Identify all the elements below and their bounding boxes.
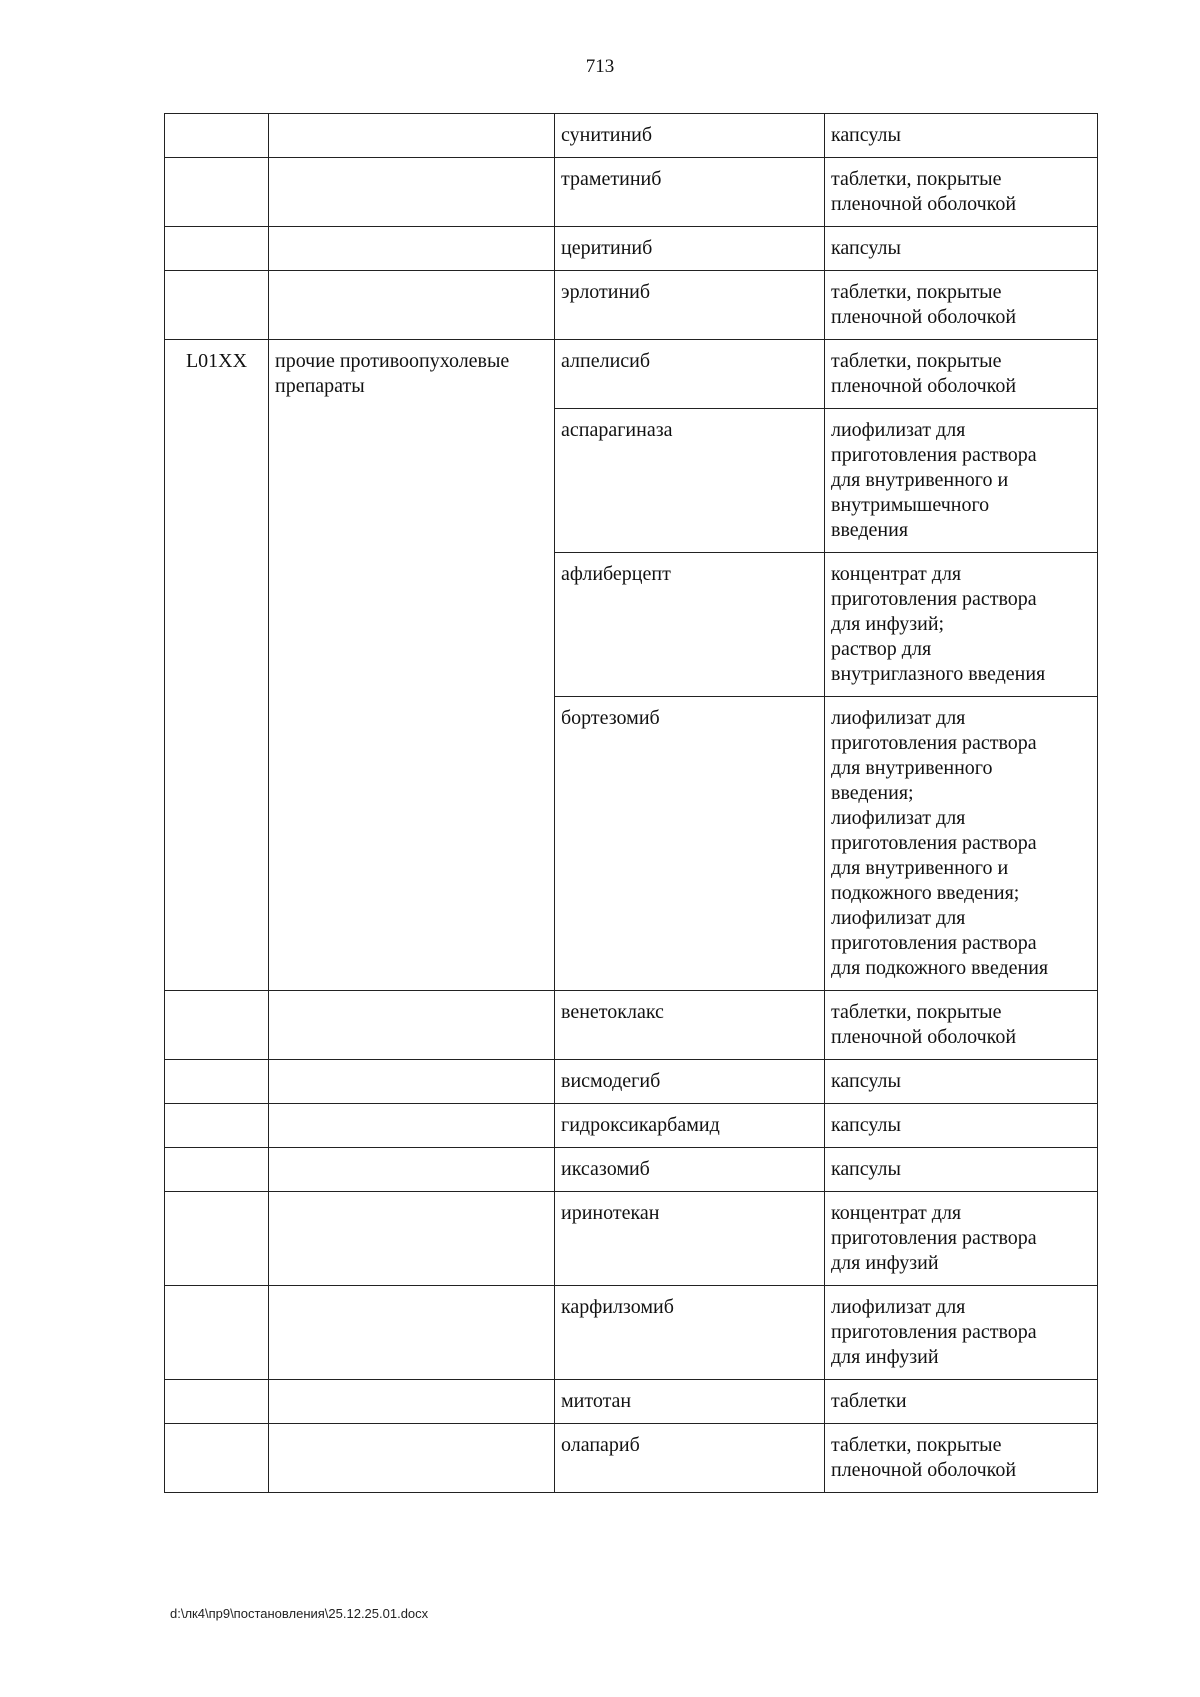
dosage-form-cell: таблетки, покрытые пленочной оболочкой (825, 271, 1098, 340)
table-row (165, 1380, 1098, 1424)
group-name-cell (269, 1424, 555, 1493)
group-name-cell (269, 1060, 555, 1104)
atc-code-cell (165, 271, 269, 340)
group-name-cell (269, 1192, 555, 1286)
atc-code-cell (165, 1148, 269, 1192)
dosage-form-cell: лиофилизат для приготовления раствора для внутривенного и внутримышечного введения (825, 409, 1098, 553)
drug-name-cell: траметиниб (555, 158, 825, 227)
group-name-cell: прочие противоопухолевые препараты (269, 340, 555, 991)
drug-name-cell: церитиниб (555, 227, 825, 271)
group-name-cell (269, 114, 555, 158)
drug-name-cell: афлиберцепт (555, 553, 825, 697)
table-row (165, 1104, 1098, 1148)
drug-name-cell: карфилзомиб (555, 1286, 825, 1380)
dosage-form-cell: лиофилизат для приготовления раствора для внутривенного введения; лиофилизат для приготовления раствора для внутривенного и подкожного введения; лиофилизат для приготовления раствора для подкожного введения (825, 697, 1098, 991)
group-name-cell (269, 1380, 555, 1424)
atc-code-cell (165, 1060, 269, 1104)
group-name-cell (269, 271, 555, 340)
dosage-form-cell: капсулы (825, 114, 1098, 158)
dosage-form-cell: таблетки (825, 1380, 1098, 1424)
drug-name-cell: иксазомиб (555, 1148, 825, 1192)
drug-name-cell: алпелисиб (555, 340, 825, 409)
atc-code-cell (165, 1104, 269, 1148)
atc-code-cell (165, 114, 269, 158)
dosage-form-cell: концентрат для приготовления раствора для инфузий (825, 1192, 1098, 1286)
table-row (165, 1286, 1098, 1380)
group-name-cell (269, 227, 555, 271)
dosage-form-cell: таблетки, покрытые пленочной оболочкой (825, 158, 1098, 227)
drug-name-cell: иринотекан (555, 1192, 825, 1286)
drug-name-cell: висмодегиб (555, 1060, 825, 1104)
atc-code-cell: L01XX (165, 340, 269, 991)
atc-code-cell (165, 1424, 269, 1493)
table-row (165, 227, 1098, 271)
drug-name-cell: гидроксикарбамид (555, 1104, 825, 1148)
group-name-cell (269, 158, 555, 227)
atc-code-cell (165, 158, 269, 227)
dosage-form-cell: таблетки, покрытые пленочной оболочкой (825, 1424, 1098, 1493)
drug-name-cell: эрлотиниб (555, 271, 825, 340)
table-row (165, 271, 1098, 340)
table-row (165, 114, 1098, 158)
atc-code-cell (165, 991, 269, 1060)
drug-name-cell: сунитиниб (555, 114, 825, 158)
drug-name-cell: аспарагиназа (555, 409, 825, 553)
table-row (165, 1148, 1098, 1192)
table-row (165, 158, 1098, 227)
dosage-form-cell: концентрат для приготовления раствора для инфузий; раствор для внутриглазного введения (825, 553, 1098, 697)
drug-name-cell: бортезомиб (555, 697, 825, 991)
dosage-form-cell: капсулы (825, 1148, 1098, 1192)
drug-name-cell: олапариб (555, 1424, 825, 1493)
drug-table (164, 113, 1098, 1493)
table-row (165, 340, 1098, 409)
table-row (165, 1424, 1098, 1493)
atc-code-cell (165, 1192, 269, 1286)
drug-name-cell: митотан (555, 1380, 825, 1424)
group-name-cell (269, 1148, 555, 1192)
table-row (165, 1060, 1098, 1104)
drug-name-cell: венетоклакс (555, 991, 825, 1060)
dosage-form-cell: капсулы (825, 227, 1098, 271)
group-name-cell (269, 1286, 555, 1380)
dosage-form-cell: лиофилизат для приготовления раствора для инфузий (825, 1286, 1098, 1380)
footer-file-path: d:\лк4\пр9\постановления\25.12.25.01.docx (170, 1606, 429, 1621)
atc-code-cell (165, 1380, 269, 1424)
group-name-cell (269, 1104, 555, 1148)
atc-code-cell (165, 227, 269, 271)
dosage-form-cell: таблетки, покрытые пленочной оболочкой (825, 340, 1098, 409)
table-row (165, 1192, 1098, 1286)
group-name-cell (269, 991, 555, 1060)
table-row (165, 991, 1098, 1060)
atc-code-cell (165, 1286, 269, 1380)
dosage-form-cell: капсулы (825, 1060, 1098, 1104)
page-number: 713 (585, 56, 615, 77)
dosage-form-cell: капсулы (825, 1104, 1098, 1148)
dosage-form-cell: таблетки, покрытые пленочной оболочкой (825, 991, 1098, 1060)
